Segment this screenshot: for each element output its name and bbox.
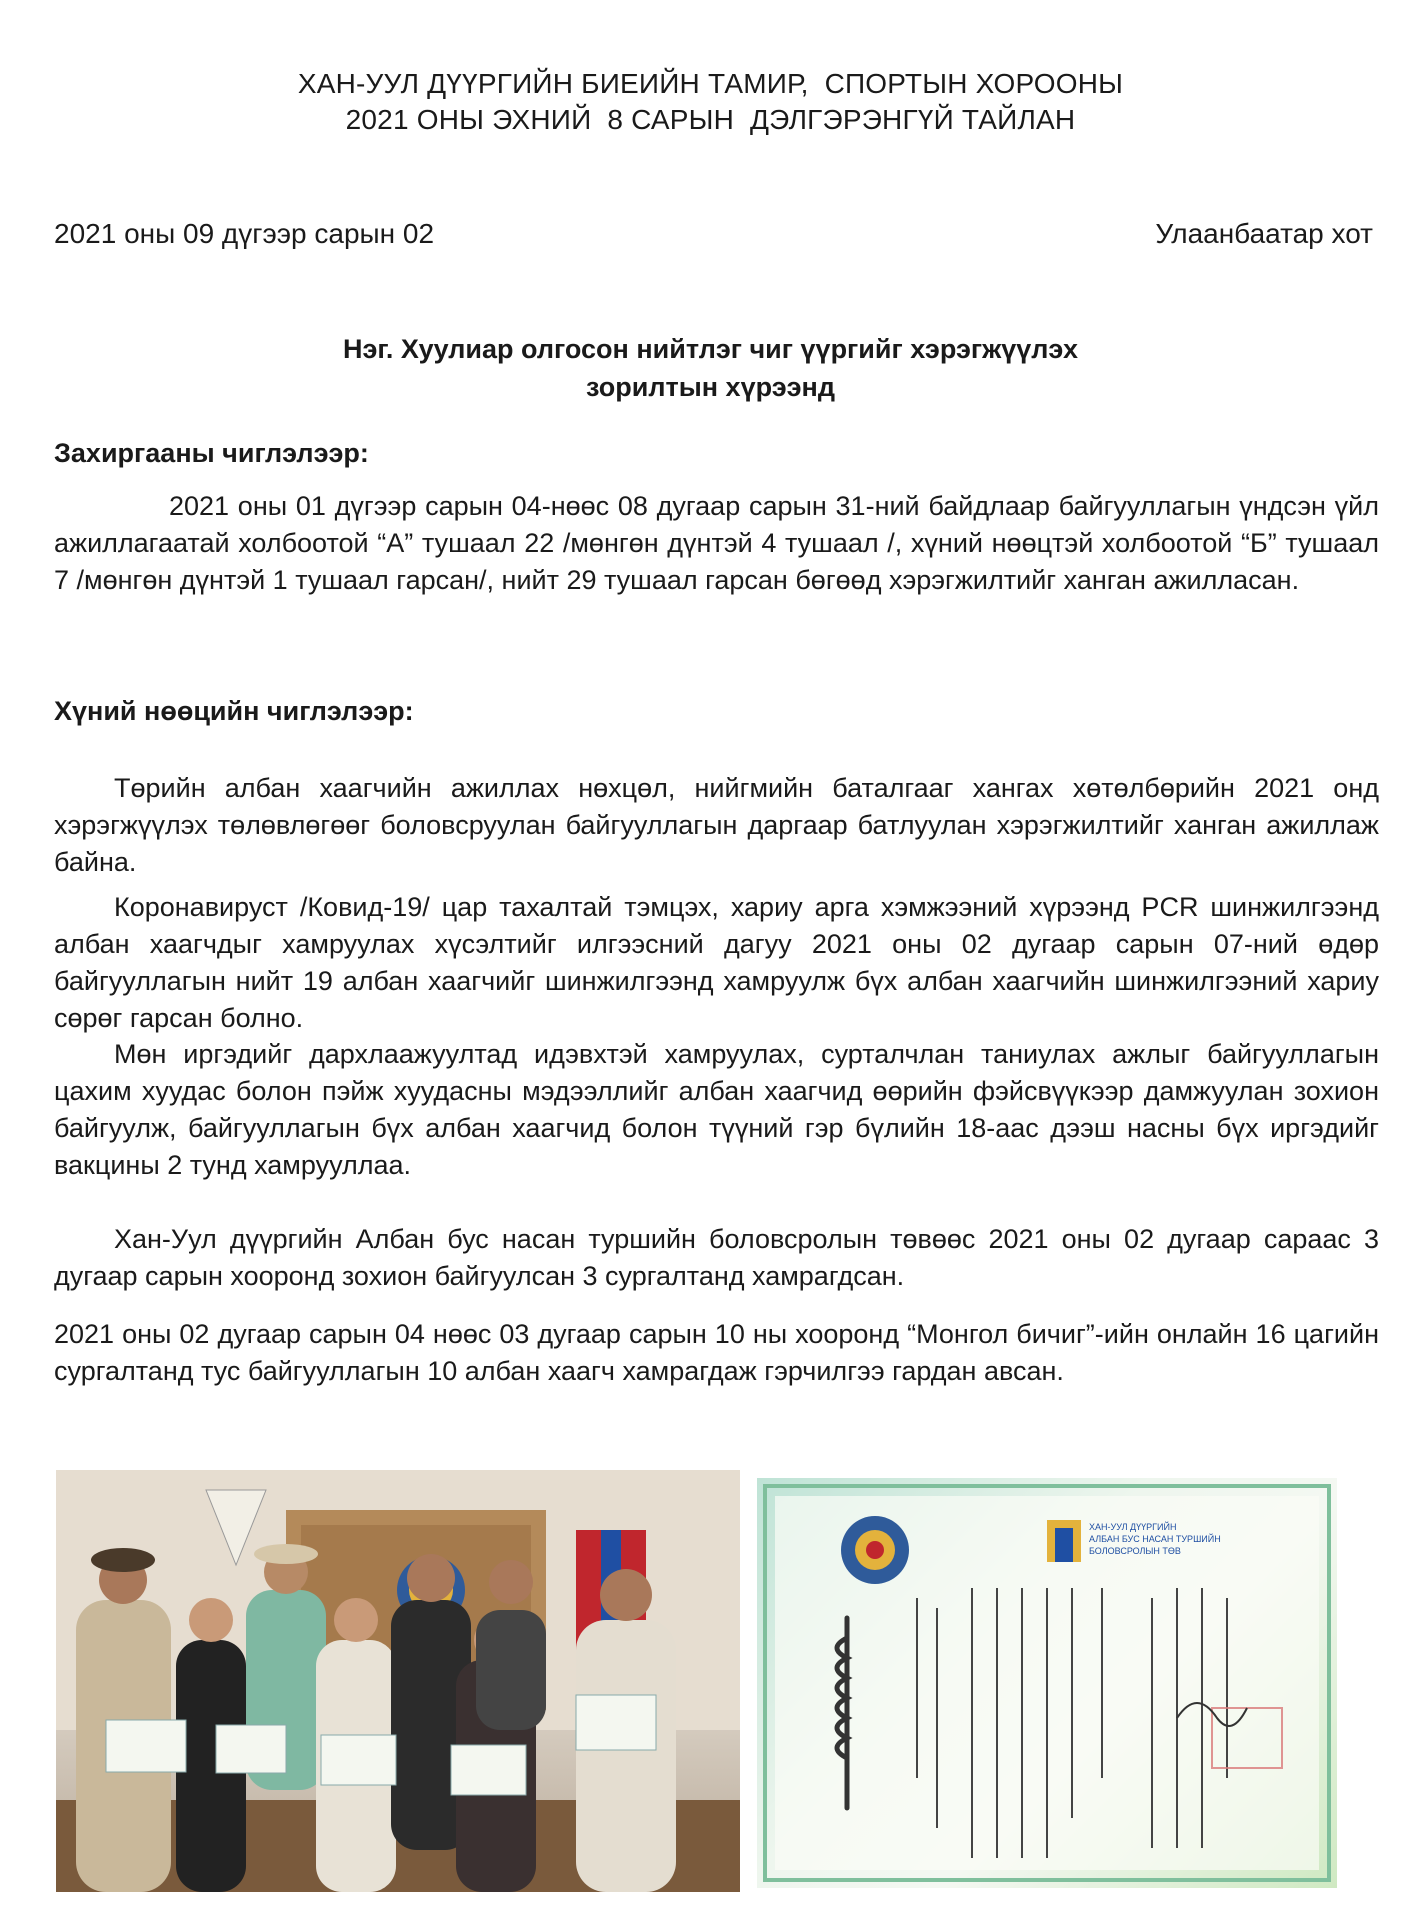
section-heading: [0, 330, 1421, 406]
hr-paragraph-1: Төрийн албан хаагчийн ажиллах нөхцөл, нийгмийн баталгааг хангах хөтөлбөрийн 2021 онд хэрэгжүүлэх төлөвлөгөөг боловсруулан байгууллагын даргаар батлуулан хэрэгжилтийг ханган ажиллаж байна.: [54, 773, 1379, 877]
section-heading-line-2: зорилтын хүрээнд: [585, 372, 835, 402]
admin-heading: Захиргааны чиглэлээр:: [54, 438, 369, 468]
date-place-row: [54, 218, 1373, 250]
certificate-illustration: [757, 1478, 1337, 1888]
title-line-2: 2021 ОНЫ ЭХНИЙ 8 САРЫН ДЭЛГЭРЭНГҮЙ ТАЙЛАН: [345, 104, 1076, 135]
document-date: 2021 оны 09 дүгээр сарын 02: [54, 218, 435, 249]
certificate-image: [757, 1478, 1337, 1888]
certificate-org-line-1: ХАН-УУЛ ДҮҮРГИЙН: [1089, 1522, 1177, 1532]
group-photo: [56, 1470, 740, 1892]
certificate-org-line-2: АЛБАН БУС НАСАН ТУРШИЙН: [1089, 1534, 1221, 1544]
hr-heading: Хүний нөөцийн чиглэлээр:: [54, 696, 414, 726]
hr-paragraph-4: Хан-Уул дүүргийн Албан бус насан туршийн боловсролын төвөөс 2021 оны 02 дугаар сараас 3 дугаар сарын хооронд зохион байгуулсан 3 сургалтанд хамрагдсан.: [54, 1224, 1379, 1291]
certificate-org-line-3: БОЛОВСРОЛЫН ТӨВ: [1089, 1546, 1181, 1556]
hr-paragraph-2: Коронавируст /Ковид-19/ цар тахалтай тэмцэх, хариу арга хэмжээний хүрээнд PCR шинжилгээнд албан хаагчдыг хамруулах хүсэлтийг илгээсний дагуу 2021 оны 02 дугаар сарын 07-ний өдөр байгууллагын нийт 19 албан хаагчийг шинжилгээнд хамруулж бүх албан хаагчийн шинжилгээний хариу сөрөг гарсан болно.: [54, 892, 1379, 1033]
section-heading-line-1: Нэг. Хуулиар олгосон нийтлэг чиг үүргийг хэрэгжүүлэх: [342, 334, 1079, 364]
hr-paragraph-3: Мөн иргэдийг дархлаажуултад идэвхтэй хамруулах, сурталчлан таниулах ажлыг байгууллагын цахим хуудас болон пэйж хуудасны мэдээллийг албан хаагчид өөрийн фэйсвүүкээр дамжуулан зохион байгуулж, байгууллагын бүх албан хаагчид болон түүний гэр бүлийн 18-аас дээш насны бүх иргэдийг вакцины 2 тунд хамрууллаа.: [54, 1039, 1379, 1180]
hr-paragraph-5: 2021 оны 02 дугаар сарын 04 нөөс 03 дугаар сарын 10 ны хооронд “Монгол бичиг”-ийн онлайн 16 цагийн сургалтанд тус байгууллагын 10 албан хаагч хамрагдаж гэрчилгээ гардан авсан.: [54, 1319, 1379, 1386]
group-photo-illustration: [56, 1470, 740, 1892]
document-place: Улаанбаатар хот: [1155, 218, 1373, 249]
admin-paragraph: 2021 оны 01 дүгээр сарын 04-нөөс 08 дугаар сарын 31-ний байдлаар байгууллагын үндсэн үйл ажиллагаатай холбоотой “А” тушаал 22 /мөнгөн дүнтэй 4 тушаал /, хүний нөөцтэй холбоотой “Б” тушаал 7 /мөнгөн дүнтэй 1 тушаал гарсан/, нийт 29 тушаал гарсан бөгөөд хэрэгжилтийг ханган ажилласан.: [54, 491, 1379, 595]
document-title: [0, 66, 1421, 138]
title-line-1: ХАН-УУЛ ДҮҮРГИЙН БИЕИЙН ТАМИР, СПОРТЫН ХОРООНЫ: [297, 68, 1124, 99]
